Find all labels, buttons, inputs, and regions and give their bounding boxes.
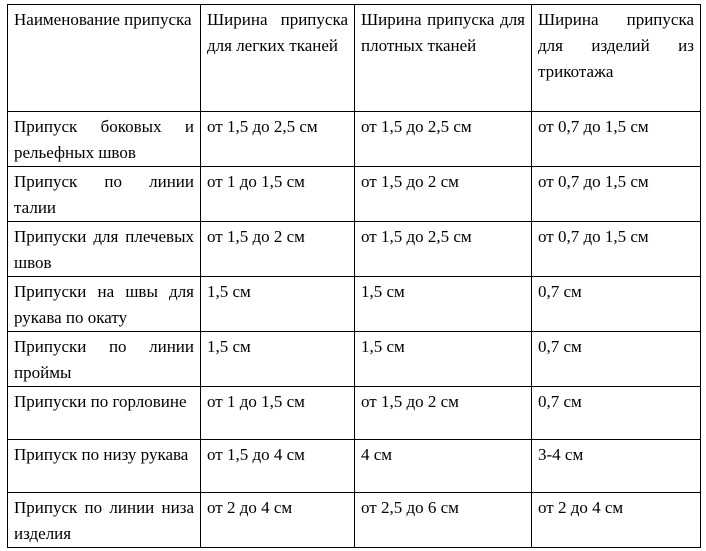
row-label-cell: Припуск по низу рукава xyxy=(8,440,201,493)
knitwear-cell: 0,7 см xyxy=(532,277,701,332)
knitwear-cell: от 2 до 4 см xyxy=(532,493,701,548)
light-fabric-cell: от 1,5 до 4 см xyxy=(201,440,355,493)
header-cell-light-fabrics: Ширина припуска для легких тканей xyxy=(201,5,355,112)
table-row xyxy=(8,493,701,548)
header-cell-knitwear: Ширина припуска для изделий из трикотажа xyxy=(532,5,701,112)
dense-fabric-cell: 1,5 см xyxy=(355,277,532,332)
dense-fabric-cell: от 1,5 до 2 см xyxy=(355,167,532,222)
light-fabric-cell: 1,5 см xyxy=(201,332,355,387)
knitwear-cell: от 0,7 до 1,5 см xyxy=(532,112,701,167)
row-label-cell: Припуски на швы для рукава по окату xyxy=(8,277,201,332)
light-fabric-cell: от 1 до 1,5 см xyxy=(201,167,355,222)
dense-fabric-cell: от 1,5 до 2 см xyxy=(355,387,532,440)
header-cell-name: Наименование припуска xyxy=(8,5,201,112)
light-fabric-cell: от 1,5 до 2 см xyxy=(201,222,355,277)
dense-fabric-cell: от 1,5 до 2,5 см xyxy=(355,112,532,167)
light-fabric-cell: от 2 до 4 см xyxy=(201,493,355,548)
row-label-cell: Припуски для плечевых швов xyxy=(8,222,201,277)
knitwear-cell: от 0,7 до 1,5 см xyxy=(532,222,701,277)
table-row xyxy=(8,440,701,493)
table-row xyxy=(8,167,701,222)
dense-fabric-cell: от 2,5 до 6 см xyxy=(355,493,532,548)
knitwear-cell: 0,7 см xyxy=(532,387,701,440)
light-fabric-cell: 1,5 см xyxy=(201,277,355,332)
table-row xyxy=(8,277,701,332)
row-label-cell: Припуски по горловине xyxy=(8,387,201,440)
dense-fabric-cell: от 1,5 до 2,5 см xyxy=(355,222,532,277)
table-row xyxy=(8,332,701,387)
dense-fabric-cell: 1,5 см xyxy=(355,332,532,387)
light-fabric-cell: от 1,5 до 2,5 см xyxy=(201,112,355,167)
header-cell-dense-fabrics: Ширина припуска для плотных тканей xyxy=(355,5,532,112)
table-row xyxy=(8,387,701,440)
knitwear-cell: от 0,7 до 1,5 см xyxy=(532,167,701,222)
row-label-cell: Припуски по линии проймы xyxy=(8,332,201,387)
table-row xyxy=(8,112,701,167)
row-label-cell: Припуск боковых и рельефных швов xyxy=(8,112,201,167)
allowance-table xyxy=(7,4,701,548)
knitwear-cell: 0,7 см xyxy=(532,332,701,387)
light-fabric-cell: от 1 до 1,5 см xyxy=(201,387,355,440)
dense-fabric-cell: 4 см xyxy=(355,440,532,493)
row-label-cell: Припуск по линии талии xyxy=(8,167,201,222)
table-header-row xyxy=(8,5,701,112)
knitwear-cell: 3-4 см xyxy=(532,440,701,493)
table-row xyxy=(8,222,701,277)
row-label-cell: Припуск по линии низа изделия xyxy=(8,493,201,548)
